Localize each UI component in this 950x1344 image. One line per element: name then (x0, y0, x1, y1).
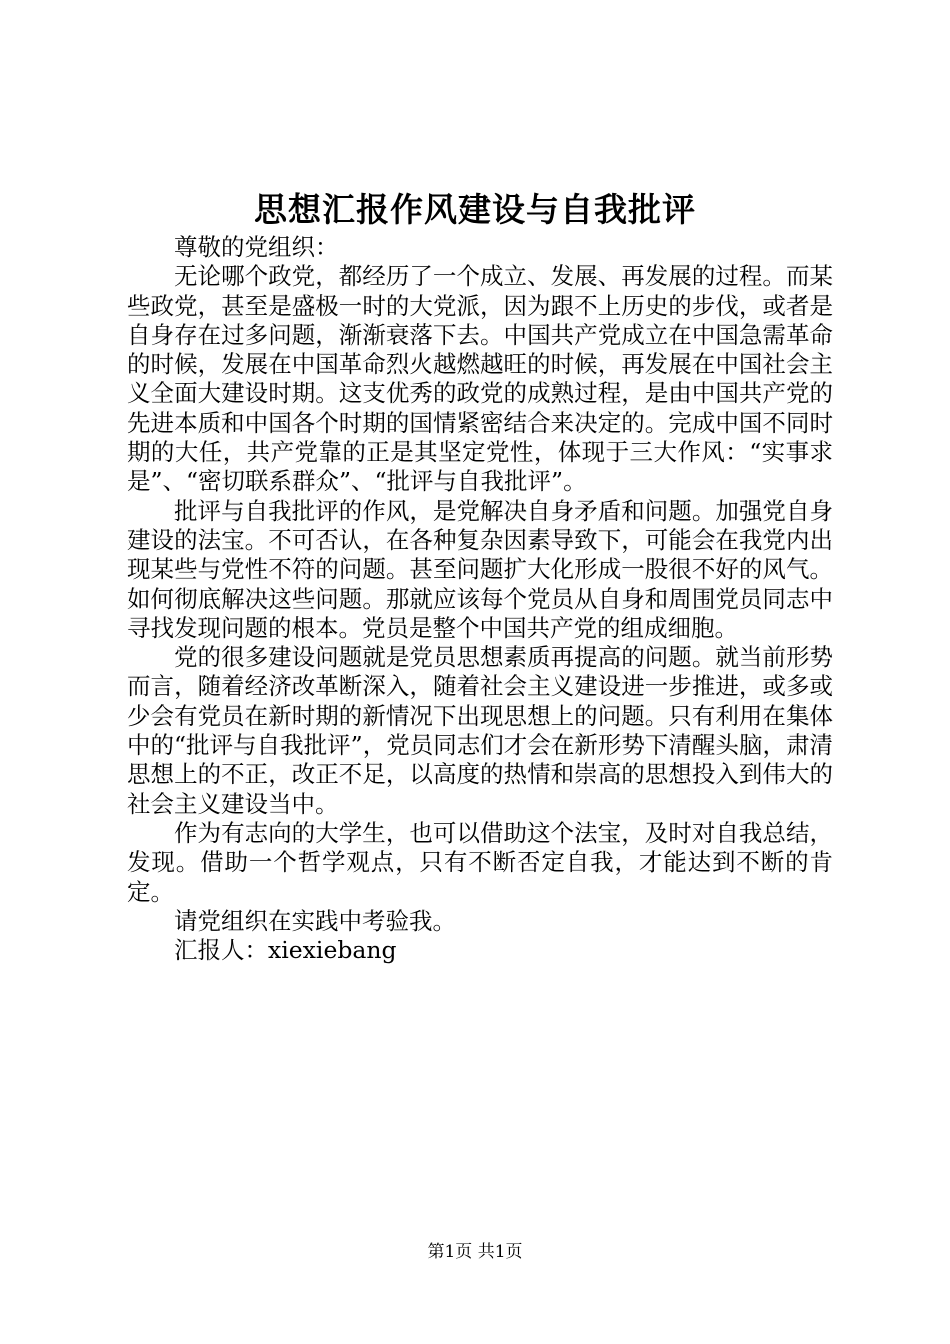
salutation: 尊敬的党组织： (174, 233, 339, 261)
document-body (127, 233, 833, 965)
reporter-line: 汇报人：xiexiebang (174, 936, 397, 965)
body-paragraph-2: 批评与自我批评的作风，是党解决自身矛盾和问题。加强党自身建设的法宝。不可否认，在各种复杂因素导致下，可能会在我党内出现某些与党性不符的问题。甚至问题扩大化形成一股很不好的风气。如何彻底解决这些问题。那就应该每个党员从自身和周围党员同志中寻找发现问题的根本。党员是整个中国共产党的组成细胞。 (127, 496, 833, 642)
page-number-footer: 第1页 共1页 (427, 1242, 523, 1262)
body-paragraph-4: 作为有志向的大学生，也可以借助这个法宝，及时对自我总结，发现。借助一个哲学观点，只有不断否定自我，才能达到不断的肯定。 (127, 818, 833, 906)
body-paragraph-1: 无论哪个政党，都经历了一个成立、发展、再发展的过程。而某些政党，甚至是盛极一时的大党派，因为跟不上历史的步伐，或者是自身存在过多问题，渐渐衰落下去。中国共产党成立在中国急需革命的时候，发展在中国革命烈火越燃越旺的时候，再发展在中国社会主义全面大建设时期。这支优秀的政党的成熟过程，是由中国共产党的先进本质和中国各个时期的国情紧密结合来决定的。完成中国不同时期的大任，共产党靠的正是其坚定党性，体现于三大作风：“实事求是”、“密切联系群众”、“批评与自我批评”。 (127, 262, 833, 496)
body-paragraph-3: 党的很多建设问题就是党员思想素质再提高的问题。就当前形势而言，随着经济改革断深入，随着社会主义建设进一步推进，或多或少会有党员在新时期的新情况下出现思想上的问题。只有利用在集体中的“批评与自我批评”，党员同志们才会在新形势下清醒头脑，肃清思想上的不正，改正不足，以高度的热情和崇高的思想投入到伟大的社会主义建设当中。 (127, 643, 833, 818)
document-title: 思想汇报作风建设与自我批评 (254, 190, 696, 229)
closing-request: 请党组织在实践中考验我。 (174, 906, 456, 935)
